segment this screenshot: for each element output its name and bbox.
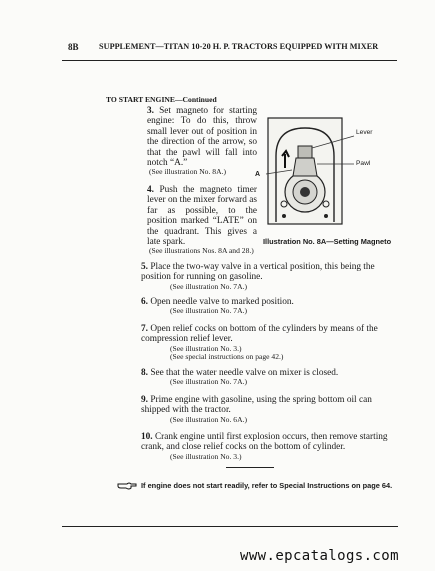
step-5-number: 5. [141,262,148,272]
step-6-text: Open needle valve to marked position. [150,297,294,307]
notch-a-label: A [255,171,261,178]
step-3-text: Set magneto for starting engine: To do this, throw small lever out of position in the direction of the arrow, so that the pawl will fall into notch “A.” [147,106,258,169]
page-header-title: SUPPLEMENT—TITAN 10-20 H. P. TRACTORS EQUIPPED WITH MIXER [99,42,379,51]
section-divider [226,467,274,468]
step-9-text: Prime engine with gasoline, using the spring bottom oil can shipped with the tractor. [141,395,372,416]
pawl-label: Pawl [356,160,371,167]
step-3-ref: (See illustration No. 8A.) [149,167,226,177]
step-10-text: Crank engine until first explosion occurs, then remove starting crank, and close relief cocks on the bottom of cylinder. [141,432,388,453]
step-7-number: 7. [141,324,148,334]
final-note: If engine does not start readily, refer to Special Instructions on page 64. [141,481,393,490]
step-7-ref: (See illustration No. 3.) [170,343,242,353]
page-number: 8B [68,42,79,52]
pointing-hand-icon [117,481,137,490]
step-5-text: Place the two-way valve in a vertical position, this being the position for running on gasoline. [141,262,375,283]
step-7 [141,324,403,362]
watermark: www.epcatalogs.com [240,548,399,564]
step-8-ref: (See illustration No. 7A.) [170,377,247,387]
step-6 [141,297,403,316]
illustration-caption: Illustration No. 8A—Setting Magneto [263,237,392,246]
step-9-number: 9. [141,395,148,405]
step-7-ref-2: (See special instructions on page 42.) [170,352,284,362]
step-8 [141,368,403,387]
section-title: TO START ENGINE—Continued [106,95,217,104]
step-3 [147,106,257,177]
step-8-text: See that the water needle valve on mixer is closed. [150,368,339,378]
step-7-text: Open relief cocks on bottom of the cylinders by means of the compression relief lever. [141,324,378,345]
step-10-ref: (See illustration No. 3.) [170,451,242,461]
step-4 [147,185,257,256]
step-10-number: 10. [141,432,153,442]
step-4-ref: (See illustrations Nos. 8A and 28.) [149,246,254,256]
step-5-ref: (See illustration No. 7A.) [170,281,247,291]
step-9-ref: (See illustration No. 6A.) [170,414,247,424]
step-5 [141,262,403,291]
step-10 [141,432,403,461]
step-6-ref: (See illustration No. 7A.) [170,306,247,316]
footer-rule [62,526,398,527]
step-8-number: 8. [141,368,148,378]
header-rule [62,60,397,61]
step-4-text: Push the magneto timer lever on the mixer forward as far as possible, to the position marked “LATE” on the quadrant. This gives a late spark. [147,185,257,248]
step-4-number: 4. [147,185,154,195]
lever-label: Lever [356,129,373,136]
step-6-number: 6. [141,297,148,307]
step-9 [141,395,403,424]
step-3-number: 3. [147,106,154,116]
